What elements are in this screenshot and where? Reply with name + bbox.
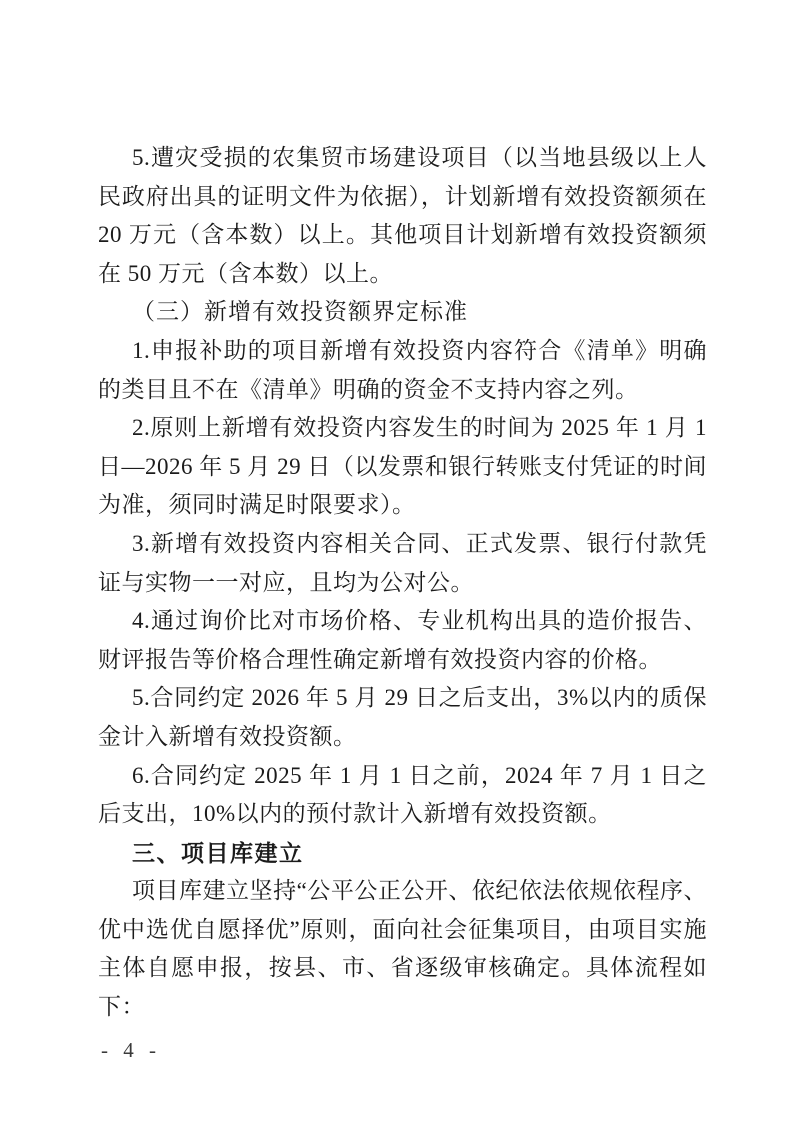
paragraph-criteria-5-retention-money: 5.合同约定 2026 年 5 月 29 日之后支出，3%以内的质保金计入新增有效投资额。 xyxy=(98,685,707,749)
section-heading-project-library: 三、项目库建立 xyxy=(132,839,304,866)
page-number: - 4 - xyxy=(101,1038,161,1062)
paragraph-criteria-2-time-window: 2.原则上新增有效投资内容发生的时间为 2025 年 1 月 1 日—2026 年 5 月 29 日（以发票和银行转账支付凭证的时间为准，须同时满足时限要求）。 xyxy=(98,415,707,518)
paragraph-criteria-6-prepayment: 6.合同约定 2025 年 1 月 1 日之前，2024 年 7 月 1 日之后支出，10%以内的预付款计入新增有效投资额。 xyxy=(98,762,707,827)
paragraph-criteria-1-list-scope: 1.申报补助的项目新增有效投资内容符合《清单》明确的类目且不在《清单》明确的资金不支持内容之列。 xyxy=(98,337,707,402)
document-body xyxy=(98,139,707,1027)
paragraph-criteria-3-documents-match: 3.新增有效投资内容相关合同、正式发票、银行付款凭证与实物一一对应，且均为公对公。 xyxy=(98,530,707,595)
paragraph-disaster-market-threshold: 5.遭灾受损的农集贸市场建设项目（以当地县级以上人民政府出具的证明文件为依据），计划新增有效投资额须在 20 万元（含本数）以上。其他项目计划新增有效投资额须在 50 万元（含本数）以上。 xyxy=(98,145,707,286)
paragraph-project-library-intro: 项目库建立坚持“公平公正公开、依纪依法依规依程序、优中选优自愿择优”原则，面向社会征集项目，由项目实施主体自愿申报，按县、市、省逐级审核确定。具体流程如下： xyxy=(98,878,707,1020)
paragraph-criteria-4-price-verification: 4.通过询价比对市场价格、专业机构出具的造价报告、财评报告等价格合理性确定新增有效投资内容的价格。 xyxy=(98,608,707,672)
subsection-heading-new-investment-criteria: （三）新增有效投资额界定标准 xyxy=(132,299,468,325)
